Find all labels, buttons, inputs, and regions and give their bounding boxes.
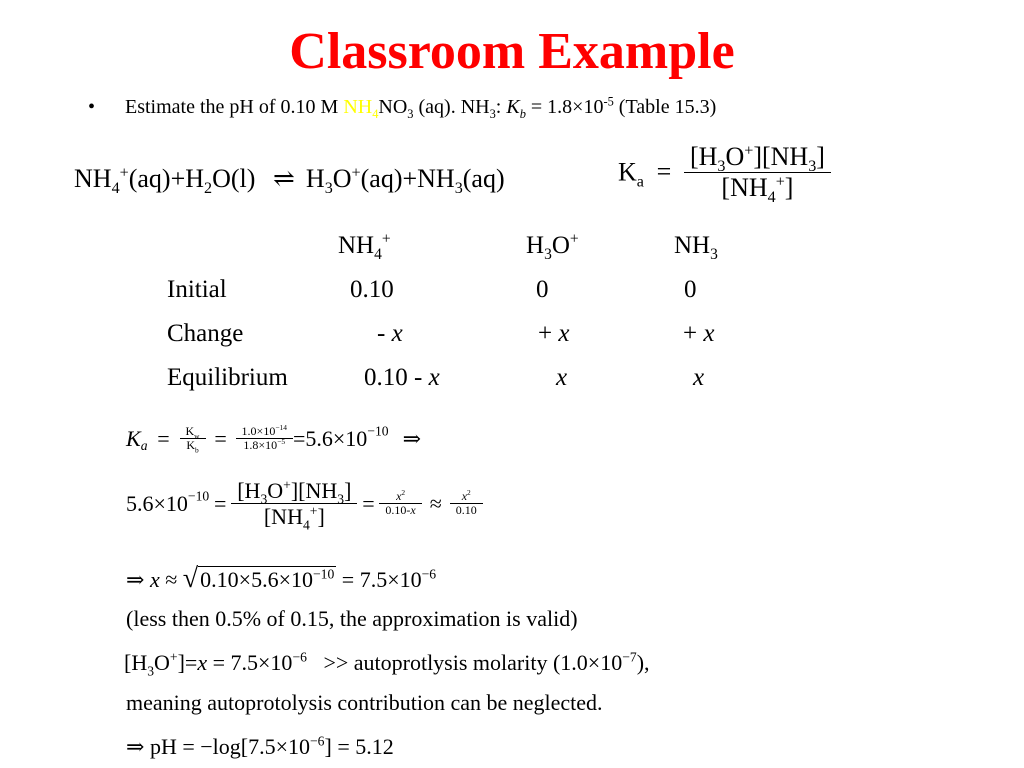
kb-symbol: K <box>506 96 520 118</box>
ka-num-c: ][NH <box>753 142 809 171</box>
kb-sub: b <box>519 107 526 121</box>
l4-f: ), <box>636 650 650 675</box>
nf-n1: 1.0×10 <box>241 423 276 438</box>
h2-a: H <box>526 232 545 259</box>
r-nh-sup: + <box>119 164 129 182</box>
nf-d1-exp: −5 <box>277 437 286 447</box>
equil-nh4-val: 0.10 - <box>364 364 429 391</box>
ka-num-c-sub: 3 <box>808 158 817 176</box>
ka-den-a: [NH <box>721 172 768 202</box>
approximation-note: (less then 0.5% of 0.15, the approximation is valid) <box>126 606 578 631</box>
l1-result-exp: −10 <box>367 423 389 439</box>
equil-h3o-x: x <box>556 364 568 391</box>
l4-a: [H <box>124 650 148 675</box>
ice-header-nh4 <box>338 230 391 263</box>
ka-k: K <box>618 157 637 187</box>
change-nh3 <box>683 320 714 348</box>
ka-num-d: ] <box>816 142 825 171</box>
change-nh4-sign: - <box>377 320 392 347</box>
r-water: O(l) <box>212 164 256 193</box>
bullet-marker: • <box>88 96 96 118</box>
row-label-change: Change <box>167 320 244 347</box>
l2-f2-exp: 2 <box>467 487 471 497</box>
calc-line-h3o <box>124 649 650 679</box>
numeric-fraction <box>236 422 293 454</box>
mid-sub: 3 <box>489 107 496 121</box>
l3-approx: ≈ <box>165 567 178 592</box>
l2-eq: = <box>214 490 227 516</box>
l2-x2-fraction <box>379 487 421 519</box>
l2-approx-fraction <box>450 487 483 519</box>
l3-implies: ⇒ <box>126 567 145 592</box>
initial-h3o: 0 <box>536 276 549 303</box>
calc-line-sqrt <box>126 563 436 595</box>
change-nh3-sign: + <box>683 320 704 347</box>
l2-den-a: [NH <box>263 504 303 530</box>
h3-a: NH <box>674 232 711 259</box>
initial-nh3: 0 <box>684 276 697 303</box>
equilibrium-arrow: ⇌ <box>273 164 295 193</box>
change-h3o-sign: + <box>538 320 559 347</box>
kb-exp: -5 <box>603 94 614 109</box>
l1-implies: ⇒ <box>402 425 422 451</box>
ice-header-nh3 <box>674 232 718 263</box>
l2-f1-exp: 2 <box>401 487 406 497</box>
l1-eq2: = <box>214 425 227 451</box>
l4-e-exp: −7 <box>622 649 637 665</box>
no3-sub: 3 <box>407 107 414 121</box>
problem-pre: Estimate the pH of 0.10 M <box>125 96 344 118</box>
no3-text: NO <box>378 96 408 118</box>
l2-num-b-sup: + <box>283 477 291 493</box>
l2-den-b: ] <box>317 504 325 530</box>
sqrt-sign: √ <box>182 563 199 594</box>
r-nh3-sub: 3 <box>454 180 463 198</box>
l2-eq2: = <box>362 490 375 516</box>
l4-d: = 7.5×10 <box>212 650 293 675</box>
calc-line-ph <box>126 734 394 760</box>
l2-den-a-sub: 4 <box>302 517 310 533</box>
l4-a-sub: 3 <box>147 663 155 679</box>
ka-den-a-sub: 4 <box>767 189 776 207</box>
l5-a: pH = −log[7.5×10 <box>149 734 310 759</box>
l5-implies: ⇒ <box>126 734 145 759</box>
l2-f1-den-x: x <box>410 503 416 518</box>
kb-k: K <box>186 438 195 453</box>
ice-header-h3o <box>526 230 579 263</box>
row-label-equilibrium: Equilibrium <box>167 364 288 391</box>
l4-x: x <box>197 650 208 675</box>
nf-d1: 1.8×10 <box>243 438 278 453</box>
l2-num-a-sub: 3 <box>260 491 268 507</box>
calc-line-ka <box>126 424 421 453</box>
equil-h3o <box>556 364 567 392</box>
l2-f2-den: 0.10 <box>455 503 477 518</box>
radicand <box>198 566 336 593</box>
ka-den-a-sup: + <box>775 173 785 191</box>
l3-radicand: 0.10×5.6×10 <box>200 567 313 592</box>
r-lhs-state: (aq)+H <box>128 164 205 193</box>
l1-k-sub: a <box>140 438 148 453</box>
kw-k: K <box>185 423 195 438</box>
change-nh3-x: x <box>703 320 715 347</box>
h1-sub: 4 <box>374 246 382 263</box>
equil-nh3 <box>693 364 704 392</box>
l2-num-c: ][NH <box>290 478 338 503</box>
initial-nh4: 0.10 <box>350 276 394 303</box>
h2-sub: 3 <box>544 246 552 263</box>
r-h: H <box>305 164 325 193</box>
l2-lead: 5.6×10 <box>126 490 188 516</box>
nf-num <box>236 422 293 439</box>
l2-f2-num <box>456 487 477 504</box>
ka-den-b: ] <box>784 172 794 202</box>
l3-radicand-exp: −10 <box>312 566 335 582</box>
l2-f1-den-val: 0.10- <box>385 503 411 518</box>
equil-nh4-x: x <box>428 364 440 391</box>
conclusion-note: meaning autoprotolysis contribution can be neglected. <box>126 690 603 715</box>
l2-f1-x: x <box>396 488 402 503</box>
kb-value: = 1.8×10 <box>525 96 604 118</box>
kw <box>180 425 206 439</box>
r-rhs-state: (aq)+NH <box>360 164 455 193</box>
l2-num-c-sub: 3 <box>337 491 345 507</box>
nh-sub: 4 <box>372 107 379 121</box>
l4-b-sup: + <box>169 649 178 665</box>
l3-result-exp: −6 <box>421 566 437 582</box>
h1-sup: + <box>381 230 391 248</box>
equil-nh4 <box>364 364 440 392</box>
kb <box>180 439 204 453</box>
l2-f1-den <box>379 504 421 518</box>
l1-result: =5.6×10 <box>292 425 368 451</box>
r-h3-sub: 3 <box>324 180 333 198</box>
change-h3o <box>538 320 569 348</box>
l2-den <box>258 503 331 533</box>
ka-expression <box>618 142 831 207</box>
l2-f2-x: x <box>461 488 468 503</box>
r-nh3-state: (aq) <box>462 164 505 193</box>
slide-title: Classroom Example <box>289 23 735 80</box>
colon-text: : <box>495 96 507 118</box>
l4-e: >> autoprotlysis molarity (1.0×10 <box>323 650 623 675</box>
calc-line-equilibrium <box>126 477 483 533</box>
l2-num <box>231 477 357 507</box>
l2-f1-num <box>390 487 411 504</box>
mid-text: (aq). NH <box>413 96 490 118</box>
r-o-sup: + <box>351 164 361 182</box>
kw-over-kb <box>180 425 206 454</box>
equil-nh3-x: x <box>693 364 705 391</box>
r-nh-sub: 4 <box>111 180 120 198</box>
l1-k: K <box>126 425 141 451</box>
ka-num-a: [H <box>689 142 718 171</box>
l2-lead-exp: −10 <box>187 488 210 504</box>
l4-c: ]= <box>177 650 198 675</box>
ka-equals: = <box>656 157 672 187</box>
r-nh: NH <box>74 164 112 193</box>
ka-sub: a <box>636 173 644 191</box>
r-o: O <box>332 164 352 193</box>
l2-num-a: [H <box>237 478 261 503</box>
h2-sup: + <box>569 230 579 248</box>
l5-b: ] = 5.12 <box>324 734 394 759</box>
h2-b: O <box>551 232 570 259</box>
l2-approx: ≈ <box>429 490 442 516</box>
l4-b: O <box>154 650 170 675</box>
ka-num-a-sub: 3 <box>717 158 726 176</box>
ka-denominator <box>715 172 799 207</box>
change-nh4-x: x <box>391 320 403 347</box>
nf-n1-exp: −14 <box>275 422 287 432</box>
l2-conc-fraction <box>231 477 357 533</box>
nf-den <box>237 439 291 453</box>
h1-a: NH <box>338 232 375 259</box>
l3-result: = 7.5×10 <box>341 567 422 592</box>
ka-fraction <box>684 142 831 207</box>
l3-x: x <box>149 567 160 592</box>
l2-den-a-sup: + <box>309 503 318 519</box>
highlighted-nh4 <box>343 96 379 121</box>
l1-eq1: = <box>157 425 170 451</box>
ka-num-b: O <box>725 142 745 171</box>
ka-num-b-sup: + <box>744 142 754 160</box>
l4-d-exp: −6 <box>292 649 307 665</box>
l2-num-b: O <box>267 478 284 503</box>
r-h2-sub: 2 <box>204 180 213 198</box>
kb-sub2: b <box>195 445 199 455</box>
change-nh4 <box>377 320 403 348</box>
row-label-initial: Initial <box>167 276 227 303</box>
nh-text: NH <box>343 96 373 118</box>
change-h3o-x: x <box>558 320 570 347</box>
l2-num-d: ] <box>344 478 352 503</box>
l5-a-exp: −6 <box>310 733 325 749</box>
table-ref: (Table 15.3) <box>613 96 717 118</box>
kw-sub: w <box>194 431 200 441</box>
h3-sub: 3 <box>710 246 718 263</box>
ka-numerator <box>684 142 831 176</box>
problem-statement <box>125 96 716 119</box>
reaction-equation <box>74 164 505 198</box>
